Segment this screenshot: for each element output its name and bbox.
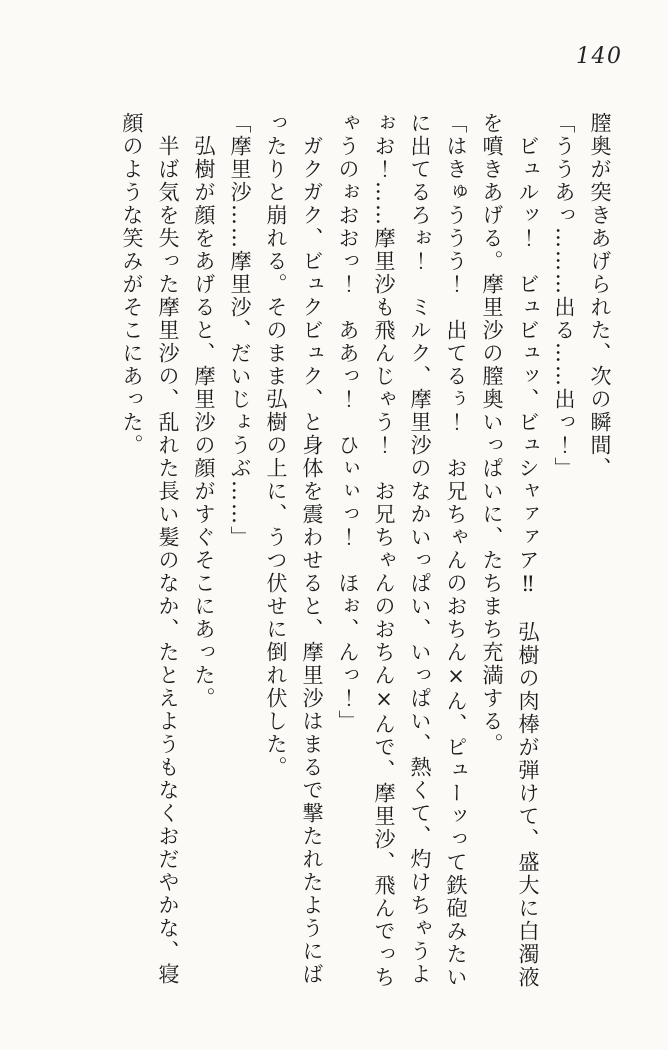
text-line: 「はきゅううう！ 出てるぅ！ お兄ちゃんのおちん×ん、ピューッって鉄砲みたい <box>444 112 468 989</box>
text-line: ガクガク、ビュクビュク、と身体を震わせると、摩里沙はまるで撃たれたようにば <box>300 135 324 986</box>
text-line: 半ば気を失った摩里沙の、乱れた長い髪のなか、たとえようもなくおだやかな、寝 <box>156 135 180 986</box>
page-number: 140 <box>576 44 623 69</box>
text-line: に出てるろぉ！ ミルク、摩里沙のなかいっぱい、いっぱい、熱くて、灼けちゃうよ <box>408 112 432 986</box>
text-line: 「摩里沙……摩里沙、だいじょうぶ……」 <box>228 112 252 549</box>
text-line: ったりと崩れる。そのまま弘樹の上に、うつ伏せに倒れ伏した。 <box>264 112 288 779</box>
text-line: 「ううあっ………出る……出っ！」 <box>552 112 576 480</box>
text-line: 膣奥が突きあげられた、次の瞬間、 <box>588 112 612 480</box>
vertical-text-block <box>114 112 618 1002</box>
text-line: ビュルッ！ ビュビュッ、ビュシャァァア‼ 弘樹の肉棒が弾けて、盛大に白濁液 <box>516 135 540 989</box>
text-line: を噴きあげる。摩里沙の膣奥いっぱいに、たちまち充満する。 <box>480 112 504 756</box>
text-line: 顔のような笑みがそこにあった。 <box>120 112 144 457</box>
text-line: ゃうのぉおおっ！ ああっ！ ひぃぃっ！ ほぉ、んっ！」 <box>336 112 360 733</box>
text-line: ぉお！……摩里沙も飛んじゃう！ お兄ちゃんのおちん×んで、摩里沙、飛んでっち <box>372 112 396 989</box>
text-line: 弘樹が顔をあげると、摩里沙の顔がすぐそこにあった。 <box>192 135 216 710</box>
